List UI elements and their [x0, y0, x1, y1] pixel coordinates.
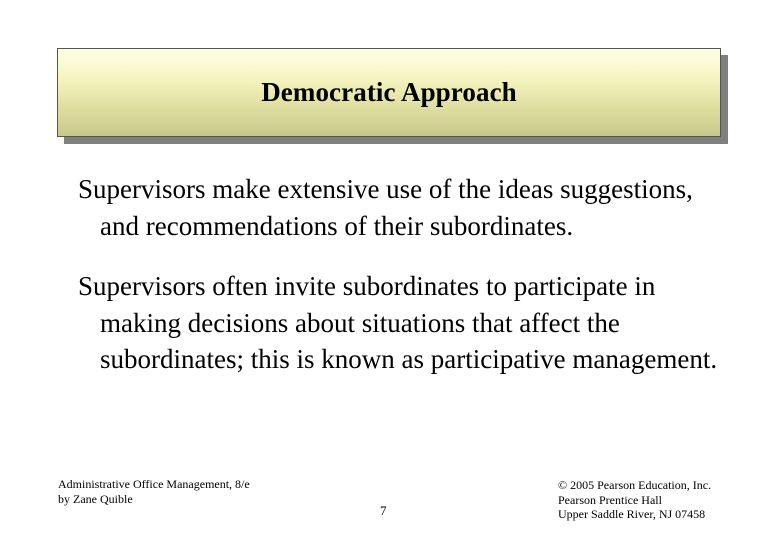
bullet-list [78, 171, 718, 402]
footer-copyright [558, 478, 711, 522]
page-number: 7 [380, 503, 387, 518]
footer-address-line: Upper Saddle River, NJ 07458 [558, 507, 706, 521]
slide-title: Democratic Approach [261, 77, 517, 107]
bullet-item-1: Supervisors make extensive use of the ideas suggestions, and recommendations of their subordinates. [78, 174, 693, 241]
bullet-item-2: Supervisors often invite subordinates to participate in making decisions about situations that affect the subordinates; this is known as participative management. [78, 271, 718, 374]
footer-publisher-line: Pearson Prentice Hall [558, 492, 662, 507]
footer-book-title: Administrative Office Management, 8/e [58, 477, 250, 491]
footer-book-author: by Zane Quible [58, 491, 133, 506]
title-box [57, 48, 721, 137]
footer-book-info [58, 477, 250, 506]
footer-copyright-line: © 2005 Pearson Education, Inc. [558, 478, 712, 492]
